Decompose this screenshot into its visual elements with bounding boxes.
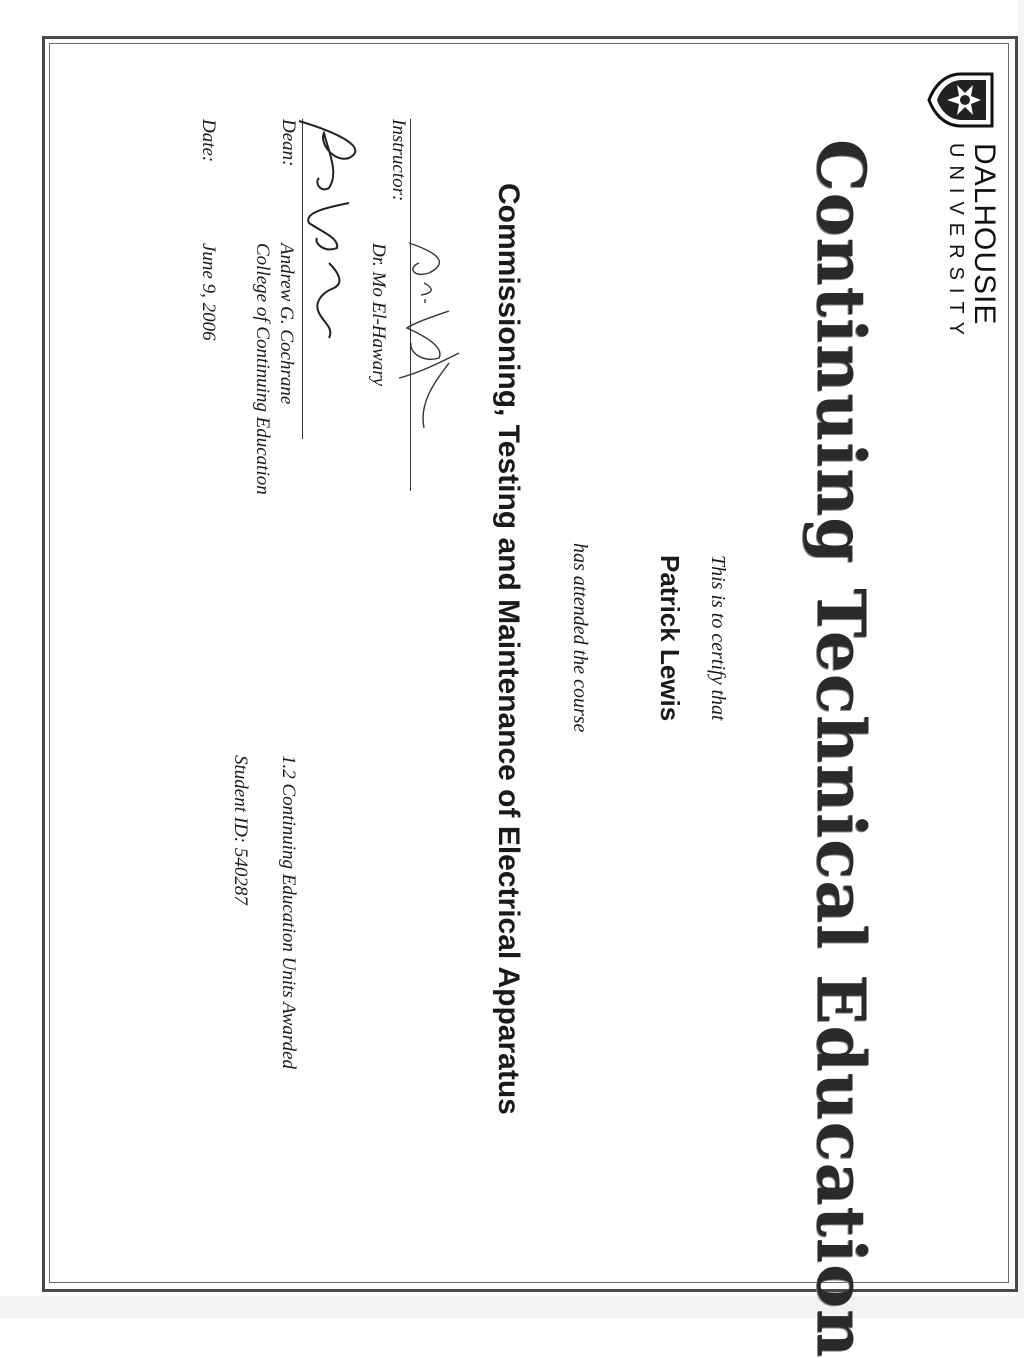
dean-signature-icon [289,113,379,343]
certificate [49,43,1009,1358]
instructor-label: Instructor: [388,119,409,202]
instructor-name: Dr. Mo El-Hawary [368,243,389,387]
certify-statement: This is to certify that [707,555,729,721]
instructor-signature-icon [389,233,469,433]
recipient-name: Patrick Lewis [655,555,685,722]
page-right-margin [1018,0,1024,1318]
university-crest-icon [927,71,995,129]
dean-name: Andrew G. Cochrane [276,243,297,405]
attended-statement: has attended the course [569,543,591,733]
certificate-title: Continuing Technical Education [802,139,880,1358]
student-id: Student ID: 540287 [230,755,251,905]
course-title: Commissioning, Testing and Maintenance of Electrical Apparatus [492,183,525,1115]
date-value: June 9, 2006 [198,243,219,341]
dean-college: College of Continuing Education [252,243,273,495]
university-subtitle: UNIVERSITY [945,143,967,344]
university-name: DALHOUSIE [968,143,1001,326]
date-label: Date: [198,119,219,163]
dean-label: Dean: [278,119,299,167]
units-awarded: 1.2 Continuing Education Units Awarded [278,755,299,1070]
